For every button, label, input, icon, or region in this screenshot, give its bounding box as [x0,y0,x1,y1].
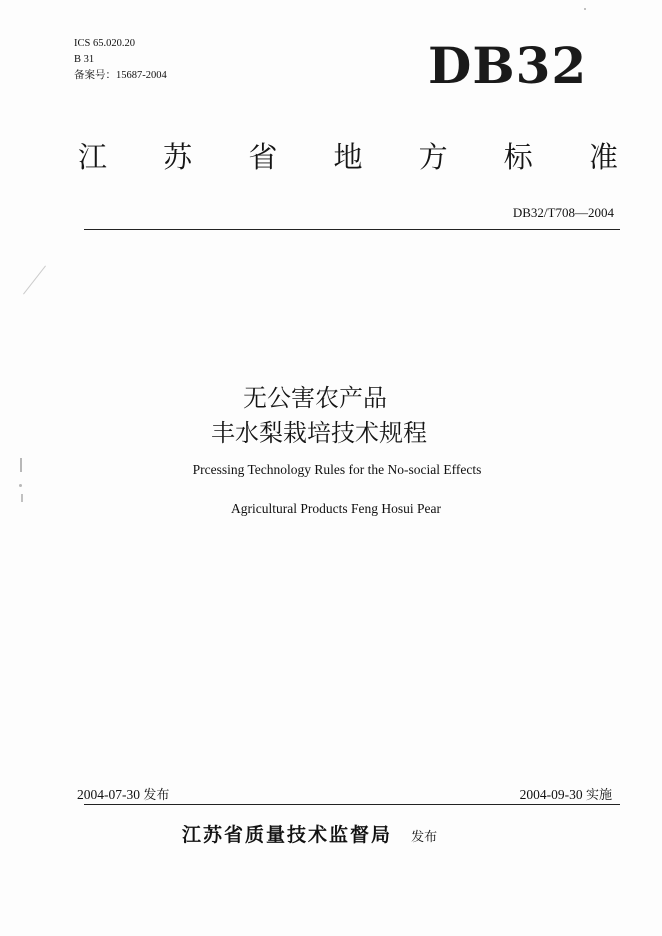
standard-title-char: 标 [503,140,533,174]
header-divider [84,229,620,230]
classification-block [74,36,167,84]
scan-artifact-mark [21,494,23,502]
standard-title-char: 省 [248,140,278,174]
ics-code: ICS 65.020.20 [74,38,135,49]
footer-divider [84,804,620,805]
document-title-en-line1: Prcessing Technology Rules for the No-social Effects [192,462,482,477]
standard-type-title [78,138,618,176]
document-title-cn-line2: 丰水梨栽培技术规程 [211,419,427,447]
issue-date-value: 2004-07-30 [77,787,140,802]
document-title-cn-line1: 无公害农产品 [243,384,387,412]
standard-title-char: 准 [588,140,618,174]
issuing-authority-action: 发布 [411,830,438,845]
issue-date [77,786,169,805]
implementation-date-value: 2004-09-30 [519,787,583,802]
db32-logo: DB32 [428,36,588,95]
standard-title-char: 地 [333,140,363,174]
standard-number: DB32/T708—2004 [512,205,614,220]
standard-title-char: 苏 [163,140,193,174]
issue-date-label: 发布 [143,788,170,803]
standard-title-char: 江 [78,140,108,174]
category-code: B 31 [74,54,95,65]
filing-number: 备案号：15687-2004 [74,70,167,81]
scan-artifact-mark [19,484,22,487]
implementation-date [520,786,612,805]
standard-title-char: 方 [418,140,448,174]
issuing-authority-name: 江苏省质量技术监督局 [182,824,393,846]
scan-artifact-mark [23,266,46,295]
document-title-en-line2: Agricultural Products Feng Hosui Pear [231,501,441,516]
issuing-authority [182,822,437,851]
scan-artifact-mark [20,458,22,472]
implementation-date-label: 实施 [585,788,612,803]
scan-artifact-mark [584,8,586,10]
